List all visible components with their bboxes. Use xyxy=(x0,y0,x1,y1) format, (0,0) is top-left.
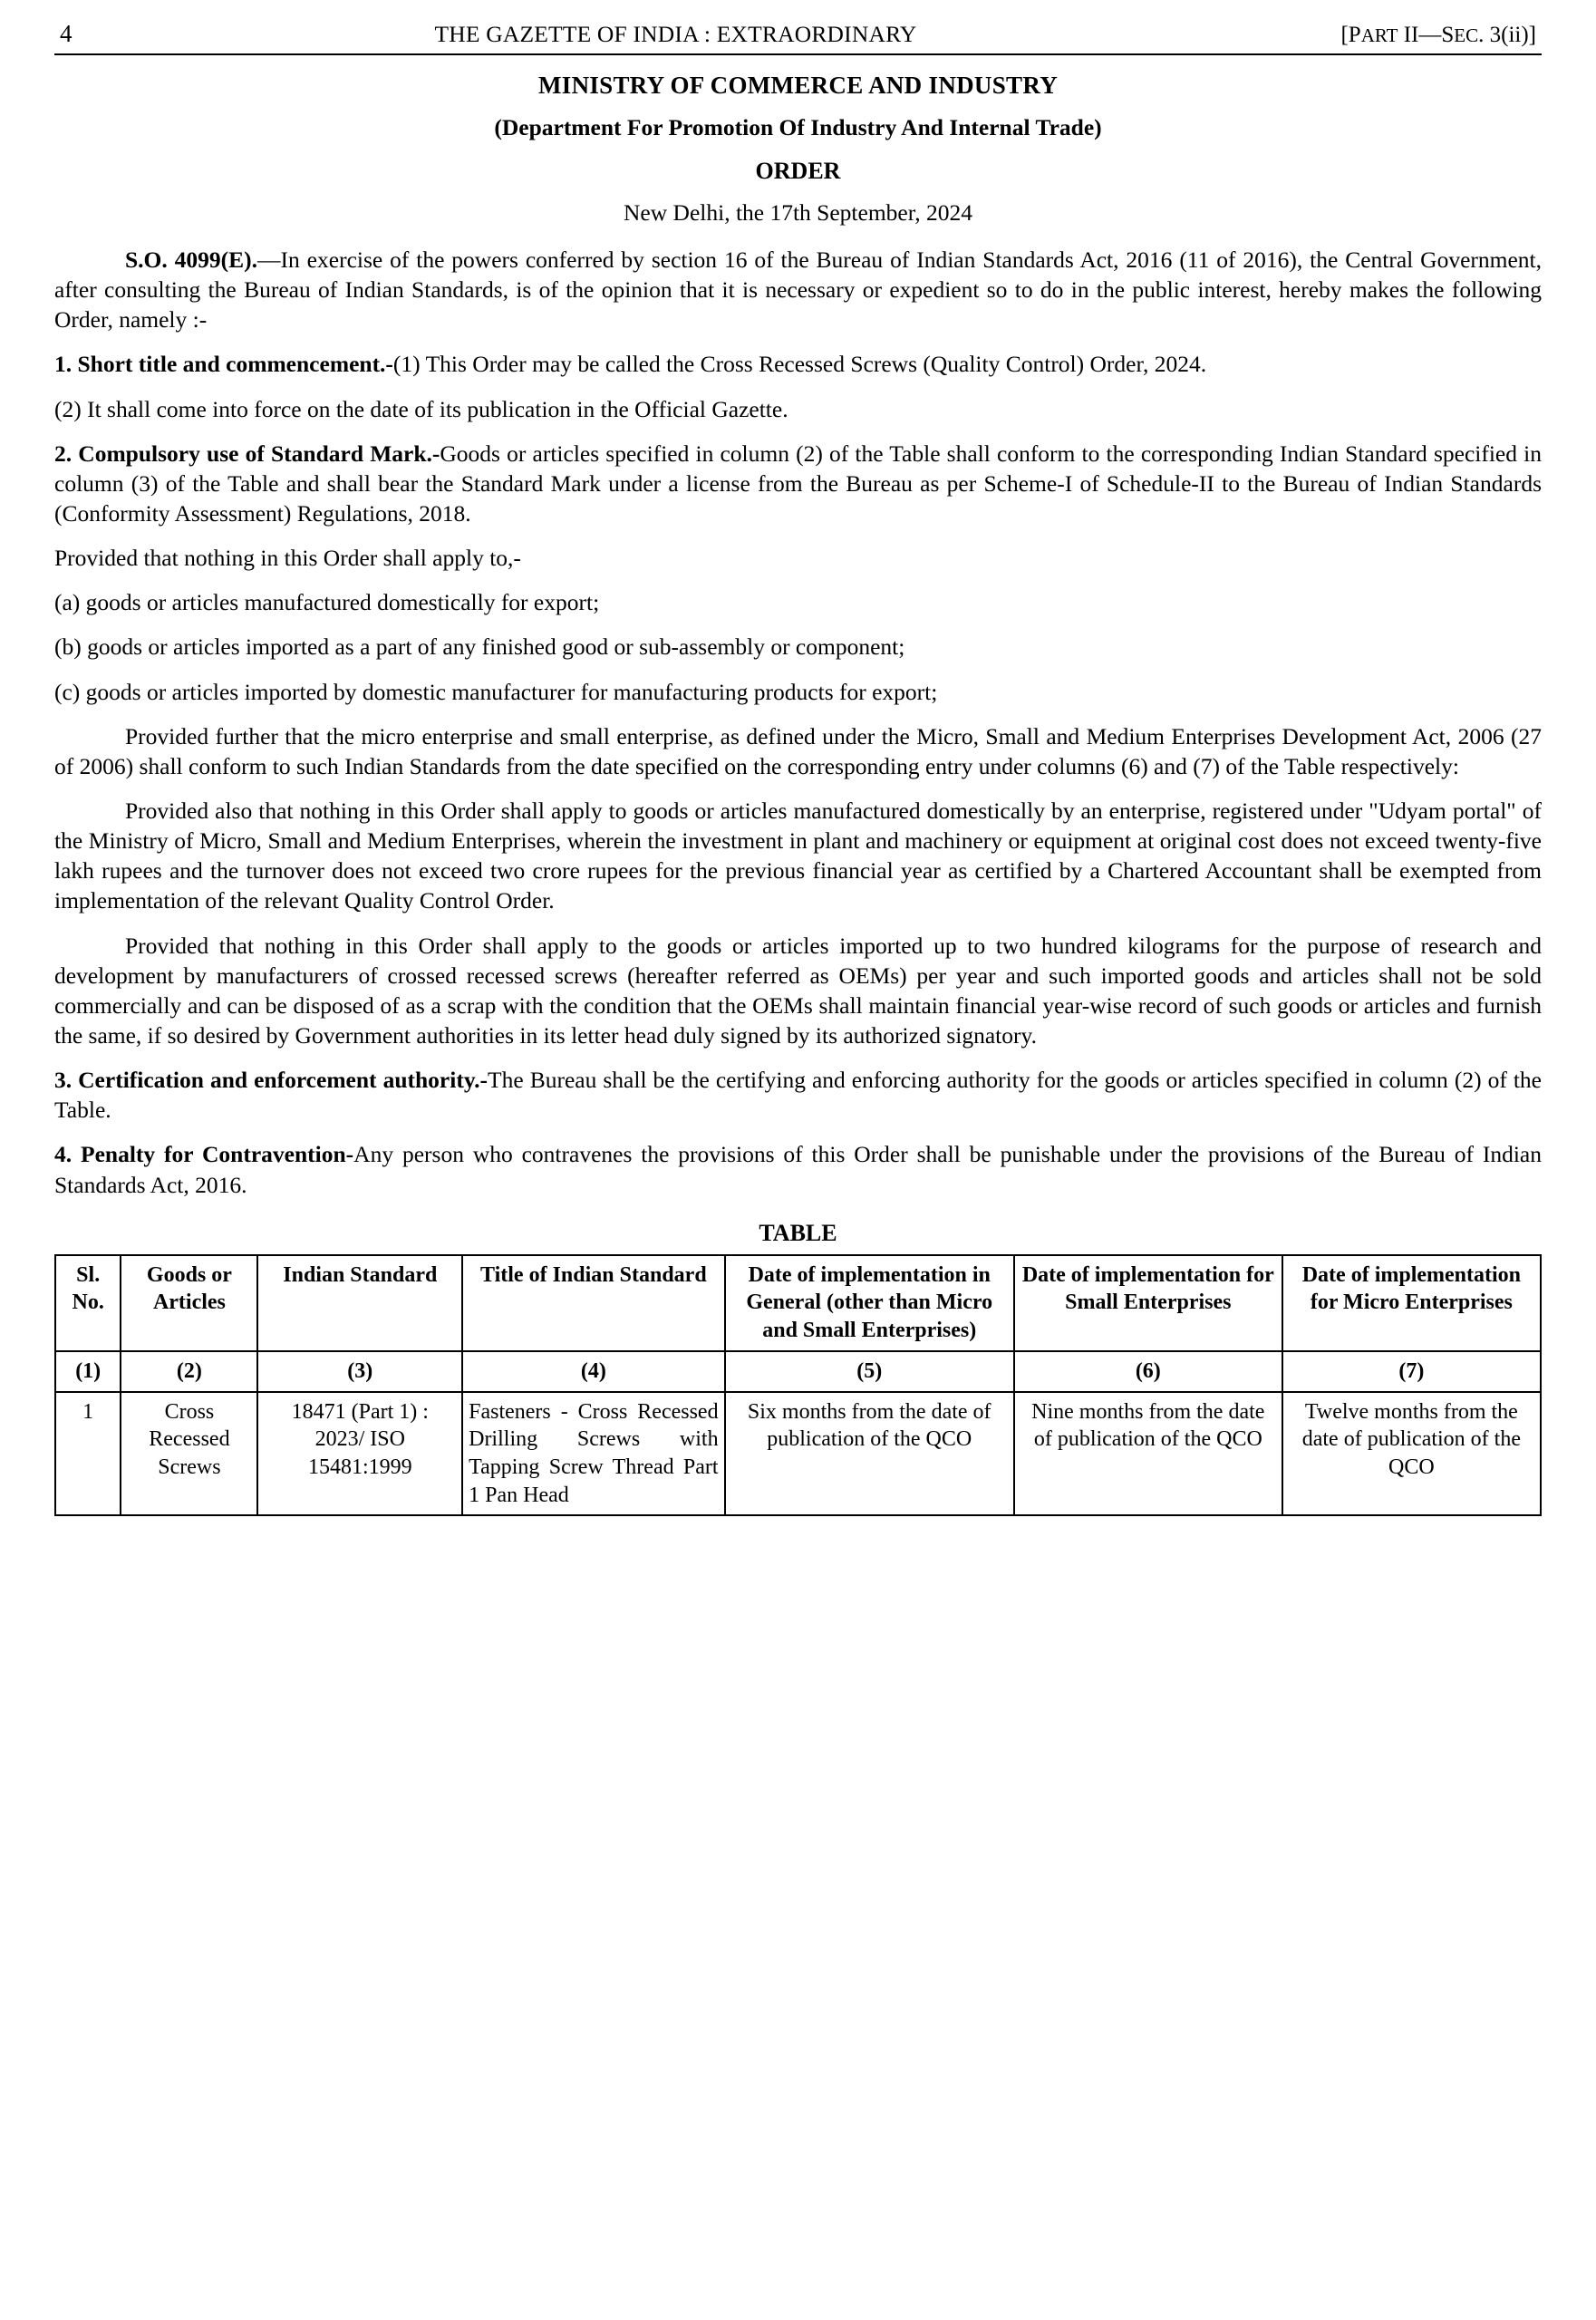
column-number-3: (3) xyxy=(257,1351,462,1392)
qco-table xyxy=(54,1254,1542,1517)
clause-3-label: 3. Certification and enforcement authority.- xyxy=(54,1067,488,1094)
header-date-general: Date of implementation in General (other than Micro and Small Enterprises) xyxy=(725,1255,1014,1351)
cell-date-general: Six months from the date of publication of the QCO xyxy=(725,1392,1014,1516)
header-indian-standard: Indian Standard xyxy=(257,1255,462,1351)
clause-4-text: Any person who contravenes the provisions of this Order shall be punishable under the provisions of the Bureau of Indian Standards Act, 2016. xyxy=(54,1141,1542,1198)
header-date-small: Date of implementation for Small Enterprises xyxy=(1014,1255,1282,1351)
exemption-item-c: (c) goods or articles imported by domestic manufacturer for manufacturing products for export; xyxy=(54,678,938,705)
column-number-4: (4) xyxy=(462,1351,724,1392)
column-number-1: (1) xyxy=(55,1351,121,1392)
cell-date-small: Nine months from the date of publication of the QCO xyxy=(1014,1392,1282,1516)
preamble-paragraph xyxy=(54,245,1542,334)
proviso-further: Provided further that the micro enterprise and small enterprise, as defined under the Micro, Small and Medium Enterprises Development Act, 2006 (27 of 2006) shall conform to such Indian Standards from the date specified on the corresponding entry under columns (6) and (7) of the Table respectively: xyxy=(54,722,1542,779)
cell-date-micro: Twelve months from the date of publication of the QCO xyxy=(1282,1392,1541,1516)
clause-4-label: 4. Penalty for Contravention- xyxy=(54,1141,354,1168)
proviso-also: Provided also that nothing in this Order shall apply to goods or articles manufactured domestically by an enterprise, registered under "Udyam portal" of the Ministry of Micro, Small and Medium Enterprises, wherein the investment in plant and machinery or equipment at original cost does not exceed twenty-five lakh rupees and the turnover does not exceed two crore rupees for the previous financial year as certified by a Chartered Accountant shall be exempted from implementation of the relevant Quality Control Order. xyxy=(54,797,1542,914)
department-heading: (Department For Promotion Of Industry And Internal Trade) xyxy=(494,114,1102,140)
column-number-2: (2) xyxy=(121,1351,257,1392)
header-sl-no: Sl. No. xyxy=(55,1255,121,1351)
column-number-6: (6) xyxy=(1014,1351,1282,1392)
header-divider xyxy=(54,53,1542,55)
clause-1-label: 1. Short title and commencement.- xyxy=(54,351,393,378)
proviso-research-development: Provided that nothing in this Order shall apply to the goods or articles imported up to two hundred kilograms for the purpose of research and development by manufacturers of crossed recessed screws (hereafter referred as OEMs) per year and such imported goods and articles shall not be sold commercially and can be disposed of as a scrap with the condition that the OEMs shall maintain financial year-wise record of such goods or articles and furnish the same, if so desired by Government authorities in its letter head duly signed by its authorized signatory. xyxy=(54,932,1542,1049)
clause-2-text: Goods or articles specified in column (2) of the Table shall conform to the corresponding Indian Standard specified in column (3) of the Table and shall bear the Standard Mark under a license from the Bureau as per Scheme-I of Schedule-II to the Bureau of Indian Standards (Conformity Assessment) Regulations, 2018. xyxy=(54,440,1542,527)
place-and-date: New Delhi, the 17th September, 2024 xyxy=(624,199,972,226)
ministry-heading: MINISTRY OF COMMERCE AND INDUSTRY xyxy=(537,72,1059,99)
cell-goods-articles: Cross Recessed Screws xyxy=(121,1392,257,1516)
proviso-intro: Provided that nothing in this Order shall apply to,- xyxy=(54,545,521,572)
clause-2-label: 2. Compulsory use of Standard Mark.- xyxy=(54,440,440,467)
clause-3-text: The Bureau shall be the certifying and enforcing authority for the goods or articles specified in column (2) of the Table. xyxy=(54,1067,1542,1124)
column-number-7: (7) xyxy=(1282,1351,1541,1392)
clause-2 xyxy=(54,439,1542,528)
cell-sl-no: 1 xyxy=(55,1392,121,1516)
order-heading: ORDER xyxy=(755,158,841,184)
table-column-number-row xyxy=(55,1351,1541,1392)
cell-title-of-standard: Fasteners - Cross Recessed Drilling Screws with Tapping Screw Thread Part 1 Pan Head xyxy=(462,1392,724,1516)
clause-1 xyxy=(54,349,1542,379)
clause-3 xyxy=(54,1065,1542,1125)
preamble-text: —In exercise of the powers conferred by section 16 of the Bureau of Indian Standards Act, 2016 (11 of 2016), the Central Government, after consulting the Bureau of Indian Standards, is of the opinion that it is necessary or expedient so to do in the public interest, hereby makes the following Order, namely :- xyxy=(54,246,1543,334)
so-number: S.O. 4099(E). xyxy=(125,246,258,273)
table-caption: TABLE xyxy=(759,1219,837,1246)
exemption-item-b: (b) goods or articles imported as a part of any finished good or sub-assembly or component; xyxy=(54,633,905,661)
clause-1-text: (1) This Order may be called the Cross Recessed Screws (Quality Control) Order, 2024. xyxy=(392,351,1207,378)
header-date-micro: Date of implementation for Micro Enterprises xyxy=(1282,1255,1541,1351)
table-row xyxy=(55,1392,1541,1516)
cell-indian-standard: 18471 (Part 1) : 2023/ ISO 15481:1999 xyxy=(257,1392,462,1516)
gazette-title: THE GAZETTE OF INDIA : EXTRAORDINARY xyxy=(434,21,917,47)
part-reference: [PART II—SEC. 3(ii)] xyxy=(1340,23,1536,47)
running-head xyxy=(54,20,1542,53)
header-title-of-indian-standard: Title of Indian Standard xyxy=(462,1255,724,1351)
header-goods-articles: Goods or Articles xyxy=(121,1255,257,1351)
clause-4 xyxy=(54,1139,1542,1199)
table-header-row xyxy=(55,1255,1541,1351)
page-number: 4 xyxy=(60,20,73,47)
exemption-item-a: (a) goods or articles manufactured domestically for export; xyxy=(54,589,600,616)
column-number-5: (5) xyxy=(725,1351,1014,1392)
clause-1-sub-2: (2) It shall come into force on the date of its publication in the Official Gazette. xyxy=(54,395,788,422)
